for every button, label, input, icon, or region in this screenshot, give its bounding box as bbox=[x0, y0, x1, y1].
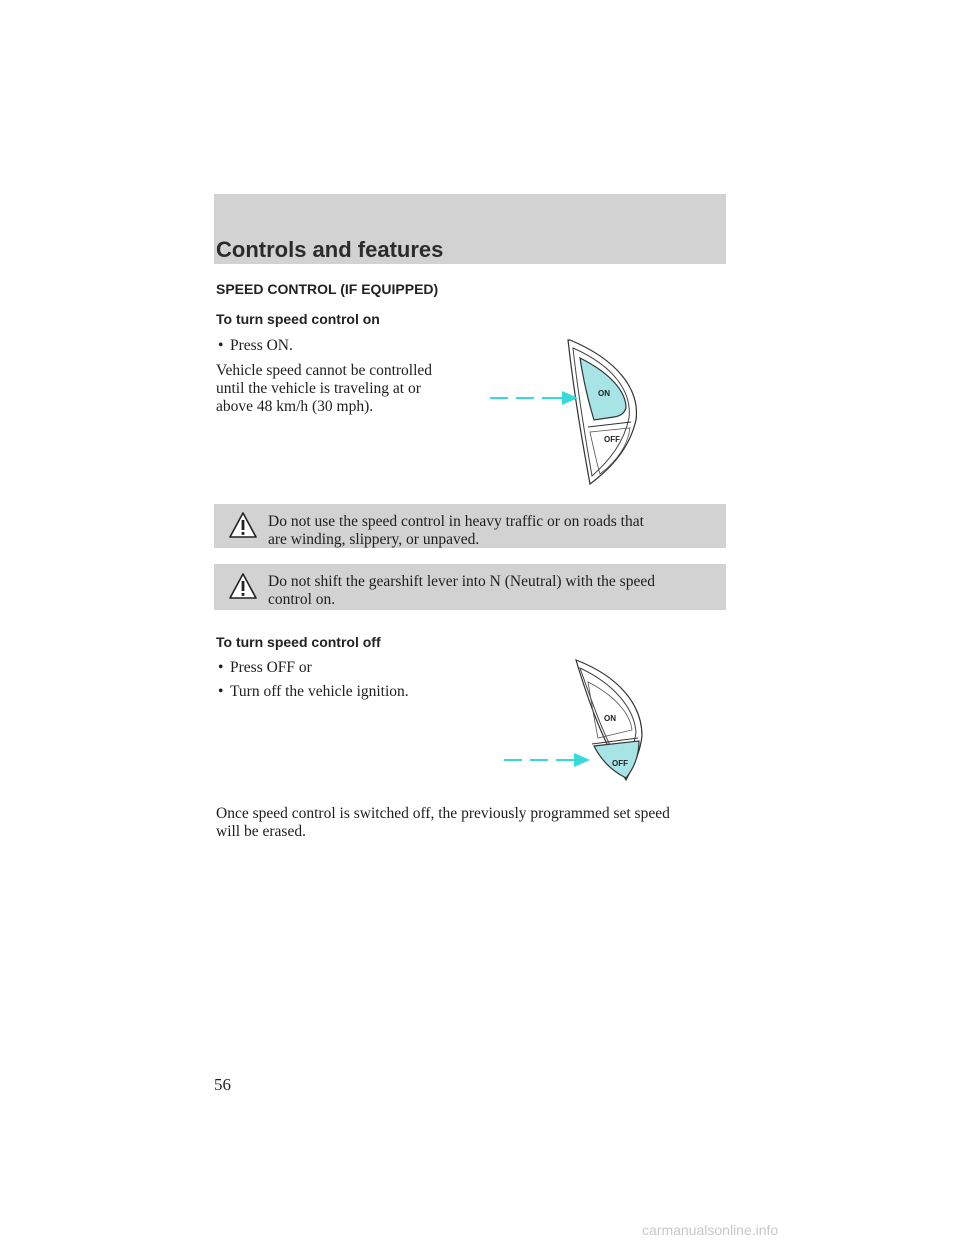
page-number: 56 bbox=[214, 1075, 231, 1094]
off-label: OFF bbox=[612, 759, 628, 768]
list-item: • Press ON. bbox=[218, 337, 293, 354]
turn-on-heading: To turn speed control on bbox=[216, 311, 380, 327]
warning-box bbox=[214, 504, 726, 548]
warning-triangle-icon bbox=[228, 511, 258, 539]
turn-on-description: Vehicle speed cannot be controlled until the vehicle is traveling at or above 48 km/h (30 mph). bbox=[216, 362, 433, 415]
warning-triangle-icon bbox=[228, 572, 258, 600]
warning-text: Do not shift the gearshift lever into N (Neutral) with the speed control on. bbox=[268, 573, 655, 608]
speed-control-switch-icon bbox=[490, 338, 650, 488]
arrow-icon bbox=[504, 753, 590, 767]
turn-off-heading: To turn speed control off bbox=[216, 634, 381, 650]
speed-control-off-figure bbox=[502, 658, 652, 789]
off-label: OFF bbox=[604, 435, 620, 444]
on-label: ON bbox=[604, 714, 616, 723]
arrow-icon bbox=[490, 391, 578, 405]
on-label: ON bbox=[598, 389, 610, 398]
watermark: carmanualsonline.info bbox=[642, 1222, 779, 1238]
section-heading: SPEED CONTROL (IF EQUIPPED) bbox=[216, 281, 439, 297]
list-item: • Turn off the vehicle ignition. bbox=[218, 683, 409, 700]
speed-control-switch-icon bbox=[502, 658, 652, 784]
list-item: • Press OFF or bbox=[218, 659, 312, 676]
page-section-title: Controls and features bbox=[216, 237, 444, 262]
turn-off-description: Once speed control is switched off, the previously programmed set speed will be erased. bbox=[216, 805, 670, 840]
warning-text: Do not use the speed control in heavy traffic or on roads that are winding, slippery, or unpaved. bbox=[268, 513, 644, 548]
speed-control-on-figure bbox=[490, 338, 650, 493]
warning-box bbox=[214, 564, 726, 610]
